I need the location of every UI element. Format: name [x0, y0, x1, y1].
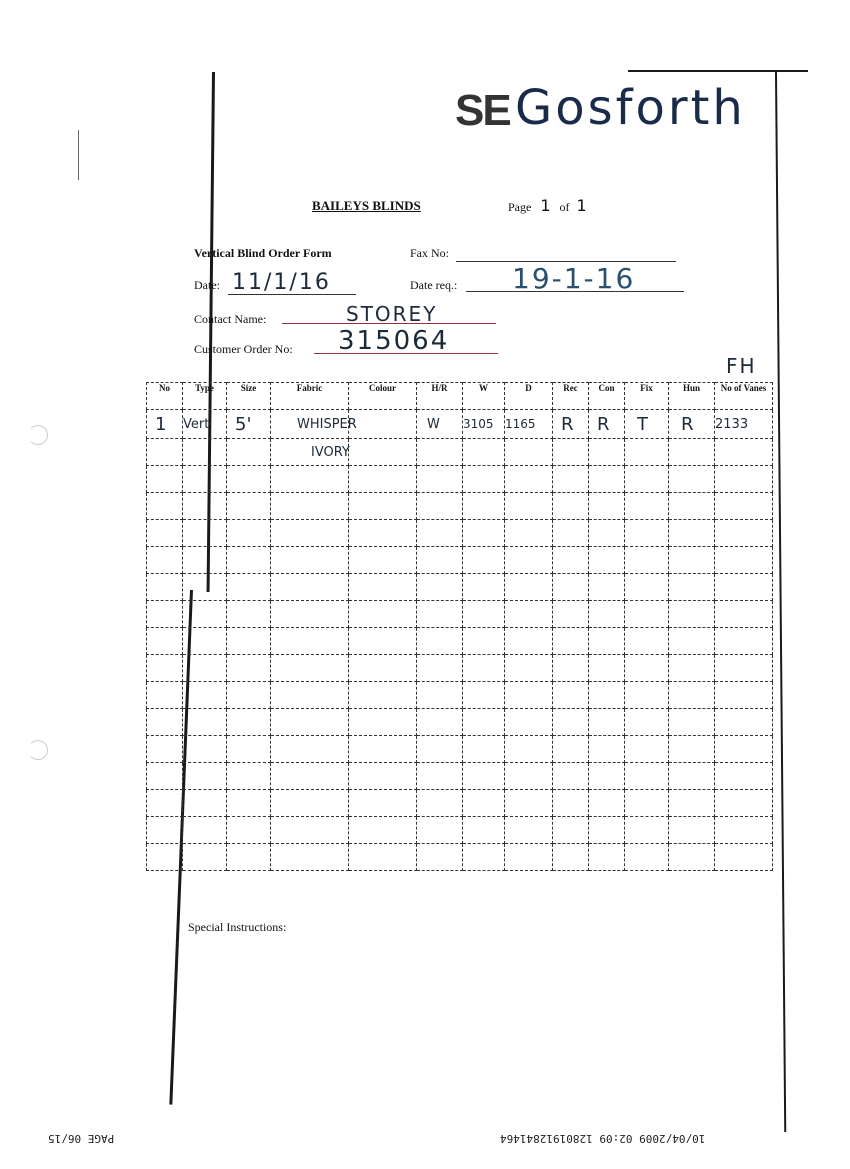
table-cell [227, 547, 271, 574]
table-cell [227, 601, 271, 628]
cell-fabric: WHISPER [297, 417, 357, 432]
header-cell: No [147, 383, 183, 410]
table-cell [349, 574, 417, 601]
table-cell [669, 790, 715, 817]
table-cell [505, 709, 553, 736]
table-row [147, 439, 773, 466]
table-cell [271, 790, 349, 817]
table-cell [183, 601, 227, 628]
table-cell [417, 547, 463, 574]
stamp-prefix: SE [455, 86, 510, 135]
table-cell [553, 601, 589, 628]
table-cell [271, 574, 349, 601]
table-cell [183, 628, 227, 655]
table-row [147, 547, 773, 574]
table-row [147, 709, 773, 736]
table-cell [589, 736, 625, 763]
table-cell [147, 817, 183, 844]
table-cell [553, 844, 589, 871]
table-cell [589, 601, 625, 628]
date-label: Date: [194, 278, 220, 292]
header-cell: W [463, 383, 505, 410]
table-cell [463, 628, 505, 655]
cell-hun: R [681, 413, 694, 435]
header-cell: Hun [669, 383, 715, 410]
table-cell [589, 520, 625, 547]
table-cell [505, 736, 553, 763]
table-cell [625, 493, 669, 520]
table-cell [553, 655, 589, 682]
table-cell [669, 439, 715, 466]
table-cell [715, 574, 773, 601]
table-cell [227, 493, 271, 520]
table-cell [271, 763, 349, 790]
table-cell [625, 655, 669, 682]
table-cell [417, 817, 463, 844]
table-cell [227, 817, 271, 844]
cell-w: 3105 [463, 417, 494, 431]
cell-type: Vert [183, 417, 210, 432]
table-row [147, 655, 773, 682]
table-cell [505, 790, 553, 817]
table-cell [553, 628, 589, 655]
table-cell [505, 466, 553, 493]
table-cell [417, 410, 463, 439]
table-cell [589, 763, 625, 790]
page-label: Page [508, 200, 532, 214]
table-cell [417, 709, 463, 736]
order-no-value: 315064 [338, 326, 450, 356]
table-cell [271, 493, 349, 520]
table-cell [417, 844, 463, 871]
order-no-label: Customer Order No: [194, 342, 293, 356]
table-cell [625, 844, 669, 871]
table-cell [715, 655, 773, 682]
table-cell [505, 682, 553, 709]
special-instructions-label: Special Instructions: [188, 920, 287, 934]
table-cell [271, 520, 349, 547]
table-cell [183, 493, 227, 520]
table-row [147, 601, 773, 628]
table-cell [625, 574, 669, 601]
table-cell [589, 628, 625, 655]
table-cell [625, 466, 669, 493]
table-cell [271, 655, 349, 682]
table-cell [505, 493, 553, 520]
table-cell [417, 736, 463, 763]
table-cell [349, 466, 417, 493]
table-cell [505, 817, 553, 844]
table-cell [227, 466, 271, 493]
right-border [775, 72, 786, 1132]
header-cell: H/R [417, 383, 463, 410]
table-cell [553, 493, 589, 520]
table-cell [625, 628, 669, 655]
table-cell [553, 547, 589, 574]
table-row [147, 736, 773, 763]
table-cell [715, 410, 773, 439]
table-header-row [147, 383, 773, 410]
table-cell [183, 763, 227, 790]
page-num: 1 [540, 196, 553, 215]
table-cell [349, 844, 417, 871]
table-cell [505, 655, 553, 682]
table-cell [183, 709, 227, 736]
date-underline [228, 293, 356, 295]
table-cell [669, 736, 715, 763]
table-cell [589, 817, 625, 844]
table-cell [227, 763, 271, 790]
location-stamp [455, 80, 755, 150]
table-cell [625, 601, 669, 628]
table-cell [271, 466, 349, 493]
table-cell [463, 790, 505, 817]
table-cell [271, 817, 349, 844]
table-cell [589, 790, 625, 817]
table-row [147, 790, 773, 817]
table-cell [349, 601, 417, 628]
table-cell [147, 493, 183, 520]
table-cell [505, 844, 553, 871]
margin-note: FH [726, 354, 757, 378]
table-cell [271, 547, 349, 574]
order-no-underline [314, 352, 498, 354]
contact-label: Contact Name: [194, 312, 267, 326]
table-cell [271, 439, 349, 466]
table-cell [715, 601, 773, 628]
table-cell [715, 493, 773, 520]
table-cell [417, 439, 463, 466]
table-cell [625, 439, 669, 466]
table-cell [349, 790, 417, 817]
table-cell [147, 547, 183, 574]
date-req-value: 19-1-16 [512, 262, 636, 295]
table-row [147, 628, 773, 655]
cell-con: R [597, 413, 610, 435]
table-cell [183, 790, 227, 817]
table-cell [183, 410, 227, 439]
table-cell [715, 763, 773, 790]
table-cell [589, 682, 625, 709]
footer-page: PAGE 06/15 [48, 1132, 115, 1145]
table-cell [589, 574, 625, 601]
table-cell [553, 682, 589, 709]
cell-size: 5' [235, 413, 252, 435]
table-cell [147, 439, 183, 466]
table-cell [147, 709, 183, 736]
table-cell [553, 439, 589, 466]
table-cell [553, 410, 589, 439]
table-cell [417, 601, 463, 628]
header-cell: Fabric [271, 383, 349, 410]
table-cell [147, 520, 183, 547]
table-cell [715, 709, 773, 736]
table-cell [417, 763, 463, 790]
table-cell [227, 709, 271, 736]
table-cell [553, 736, 589, 763]
table-body [147, 410, 773, 871]
footer-fax-header: 10/04/2009 02:09 12801912841464 [500, 1132, 706, 1145]
table-cell [227, 844, 271, 871]
table-cell [183, 817, 227, 844]
table-cell [669, 628, 715, 655]
table-cell [147, 763, 183, 790]
date-value: 11/1/16 [232, 270, 331, 295]
table-cell [349, 439, 417, 466]
table-cell [625, 790, 669, 817]
table-cell [553, 520, 589, 547]
table-row [147, 410, 773, 439]
table-cell [147, 682, 183, 709]
contact-underline [282, 322, 496, 324]
table-cell [183, 655, 227, 682]
table-cell [589, 493, 625, 520]
table-cell [417, 628, 463, 655]
table-cell [669, 682, 715, 709]
table-cell [669, 655, 715, 682]
of-label: of [559, 200, 570, 214]
punch-hole [28, 425, 48, 445]
table-cell [227, 520, 271, 547]
table-cell [625, 817, 669, 844]
table-cell [349, 817, 417, 844]
table-cell [147, 736, 183, 763]
table-cell [669, 709, 715, 736]
header-cell: Type [183, 383, 227, 410]
table-cell [183, 466, 227, 493]
header-cell: No of Vanes [715, 383, 773, 410]
table-cell [227, 410, 271, 439]
order-table [146, 382, 773, 871]
table-cell [715, 817, 773, 844]
table-row [147, 493, 773, 520]
table-cell [625, 410, 669, 439]
table-cell [147, 601, 183, 628]
table-row [147, 466, 773, 493]
table-cell [463, 520, 505, 547]
table-cell [147, 628, 183, 655]
table-cell [463, 574, 505, 601]
fax-label: Fax No: [410, 246, 449, 260]
table-cell [463, 844, 505, 871]
table-cell [589, 439, 625, 466]
contact-value: STOREY [346, 302, 438, 326]
table-cell [715, 790, 773, 817]
table-cell [417, 574, 463, 601]
table-cell [625, 520, 669, 547]
table-cell [669, 844, 715, 871]
table-cell [147, 655, 183, 682]
table-row [147, 574, 773, 601]
table-cell [669, 547, 715, 574]
table-cell [715, 547, 773, 574]
table-cell [349, 682, 417, 709]
table-cell [271, 844, 349, 871]
date-req-underline [466, 290, 684, 292]
table-cell [505, 628, 553, 655]
table-cell [463, 439, 505, 466]
table-cell [349, 628, 417, 655]
table-cell [183, 574, 227, 601]
company-name: BAILEYS BLINDS [312, 198, 421, 213]
table-cell [147, 574, 183, 601]
cell-fix: T [637, 413, 648, 435]
table-cell [349, 736, 417, 763]
table-cell [715, 439, 773, 466]
table-cell [463, 736, 505, 763]
table-cell [669, 520, 715, 547]
cell-hr: W [427, 417, 440, 432]
table-cell [183, 547, 227, 574]
table-cell [505, 439, 553, 466]
table-cell [669, 410, 715, 439]
table-cell [463, 410, 505, 439]
cell-rec: R [561, 413, 574, 435]
header-cell: D [505, 383, 553, 410]
table-cell [553, 466, 589, 493]
table-cell [715, 628, 773, 655]
table-cell [147, 844, 183, 871]
table-cell [349, 547, 417, 574]
table-cell [271, 410, 357, 439]
table-cell [505, 410, 553, 439]
table-cell [669, 763, 715, 790]
table-cell [349, 709, 417, 736]
cell-fabric: IVORY [311, 445, 350, 460]
page-total: 1 [576, 196, 589, 215]
table-cell [505, 520, 553, 547]
table-cell [625, 709, 669, 736]
table-cell [553, 763, 589, 790]
table-cell [183, 682, 227, 709]
table-cell [715, 520, 773, 547]
table-cell [463, 655, 505, 682]
table-cell [417, 682, 463, 709]
table-cell [589, 466, 625, 493]
table-cell [183, 439, 227, 466]
table-cell [463, 682, 505, 709]
stamp-location: Gosforth [515, 80, 746, 136]
table-cell [553, 817, 589, 844]
table-row [147, 520, 773, 547]
table-cell [147, 410, 183, 439]
table-cell [463, 466, 505, 493]
table-cell [589, 655, 625, 682]
table-cell [417, 520, 463, 547]
table-cell [669, 817, 715, 844]
table-cell [271, 601, 349, 628]
header-cell: Colour [349, 383, 417, 410]
table-cell [505, 763, 553, 790]
header-cell: Rec [553, 383, 589, 410]
table-cell [669, 574, 715, 601]
date-req-label: Date req.: [410, 278, 458, 292]
table-cell [505, 601, 553, 628]
table-cell [271, 628, 349, 655]
table-cell [625, 763, 669, 790]
header-cell: Con [589, 383, 625, 410]
table-cell [625, 547, 669, 574]
table-cell [417, 493, 463, 520]
table-cell [227, 790, 271, 817]
table-cell [715, 736, 773, 763]
table-cell [715, 844, 773, 871]
table-cell [271, 736, 349, 763]
table-cell [589, 709, 625, 736]
table-cell [463, 763, 505, 790]
table-cell [625, 682, 669, 709]
table-cell [553, 709, 589, 736]
table-cell [463, 601, 505, 628]
table-cell [227, 439, 271, 466]
table-cell [553, 790, 589, 817]
table-cell [227, 574, 271, 601]
table-cell [349, 493, 417, 520]
table-cell [183, 736, 227, 763]
table-cell [715, 682, 773, 709]
table-cell [227, 628, 271, 655]
punch-hole [28, 740, 48, 760]
table-cell [227, 682, 271, 709]
table-cell [669, 493, 715, 520]
table-cell [463, 547, 505, 574]
table-cell [589, 844, 625, 871]
table-cell [625, 736, 669, 763]
table-cell [417, 655, 463, 682]
table-cell [463, 817, 505, 844]
table-cell [417, 790, 463, 817]
table-cell [505, 547, 553, 574]
table-cell [417, 466, 463, 493]
form-title: Vertical Blind Order Form [194, 246, 332, 260]
table-cell [669, 466, 715, 493]
table-cell [349, 763, 417, 790]
table-row [147, 682, 773, 709]
table-row [147, 763, 773, 790]
left-margin-mark [78, 130, 79, 180]
header-cell: Size [227, 383, 271, 410]
cell-vanes: 2133 [715, 417, 749, 432]
table-cell [669, 601, 715, 628]
page-indicator [508, 196, 589, 215]
cell-no: 1 [155, 413, 167, 435]
header-cell: Fix [625, 383, 669, 410]
table-cell [349, 520, 417, 547]
table-cell [505, 574, 553, 601]
table-cell [349, 655, 417, 682]
table-cell [183, 520, 227, 547]
table-cell [271, 709, 349, 736]
table-cell [271, 682, 349, 709]
table-row [147, 844, 773, 871]
top-right-rule [628, 70, 808, 72]
cell-d: 1165 [505, 417, 536, 431]
table-cell [227, 736, 271, 763]
table-cell [463, 709, 505, 736]
table-cell [553, 574, 589, 601]
table-cell [463, 493, 505, 520]
table-cell [349, 410, 417, 439]
table-cell [147, 466, 183, 493]
table-row [147, 817, 773, 844]
table-cell [147, 790, 183, 817]
table-cell [183, 844, 227, 871]
table-cell [589, 547, 625, 574]
table-cell [715, 466, 773, 493]
table-cell [589, 410, 625, 439]
table-cell [227, 655, 271, 682]
